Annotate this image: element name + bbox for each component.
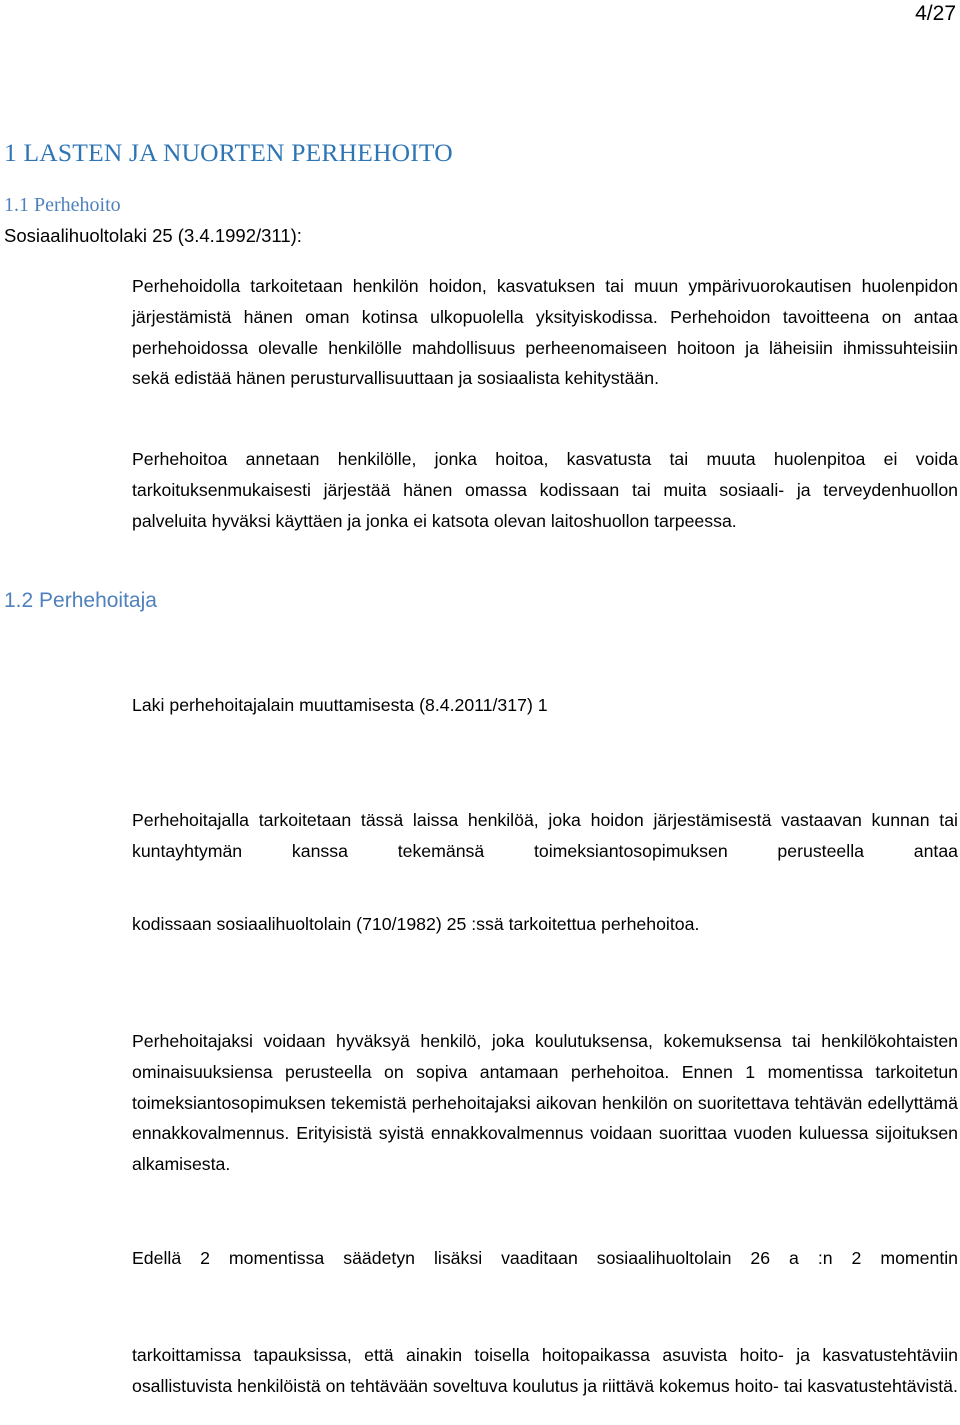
paragraph-perhehoitaja-definition-continued: kodissaan sosiaalihuoltolain (710/1982) 25 :ssä tarkoitettua perhehoitoa. [132,914,700,934]
law-reference-sosiaalihuoltolaki: Sosiaalihuoltolaki 25 (3.4.1992/311): [4,225,302,246]
paragraph-additional-requirements: Edellä 2 momentissa säädetyn lisäksi vaaditaan sosiaalihuoltolain 26 a :n 2 momentin [132,1248,958,1268]
paragraph-additional-requirements-continued: tarkoittamissa tapauksissa, että ainakin toisella hoitopaikassa asuvista hoito- ja kasvatustehtäviin osallistuvista henkilöistä on tehtävään soveltuva koulutus ja riittävä kokemus hoito- tai kasvatustehtävistä. [132,1345,958,1396]
paragraph-perhehoitaja-definition: Perhehoitajalla tarkoitetaan tässä laissa henkilöä, joka hoidon järjestämisestä vastaavan kunnan tai kuntayhtymän kanssa tekemänsä toimeksiantosopimuksen perusteella antaa [132,810,958,861]
paragraph-perhehoito-eligibility: Perhehoitoa annetaan henkilölle, jonka hoitoa, kasvatusta tai muuta huolenpitoa ei voida tarkoituksenmukaisesti järjestää hänen omassa kodissaan tai muita sosiaali- ja terveydenhuollon palveluita hyväksi käyttäen ja jonka ei katsota olevan laitoshuollon tarpeessa. [132,449,958,531]
chapter-heading: 1 LASTEN JA NUORTEN PERHEHOITO [4,138,453,167]
section-heading-perhehoito: 1.1 Perhehoito [4,194,121,216]
law-reference-perhehoitajalaki: Laki perhehoitajalain muuttamisesta (8.4.2011/317) 1 [132,695,548,715]
section-heading-perhehoitaja: 1.2 Perhehoitaja [4,589,157,612]
paragraph-perhehoito-definition: Perhehoidolla tarkoitetaan henkilön hoidon, kasvatuksen tai muun ympärivuorokautisen huolenpidon järjestämistä hänen oman kotinsa ulkopuolella yksityiskodissa. Perhehoidon tavoitteena on antaa perhehoidossa olevalle henkilölle mahdollisuus perheenomaiseen hoitoon ja läheisiin ihmissuhteisiin sekä edistää hänen perusturvallisuuttaan ja sosiaalista kehitystään. [132,276,958,389]
paragraph-perhehoitaja-approval: Perhehoitajaksi voidaan hyväksyä henkilö, joka koulutuksensa, kokemuksensa tai henkilökohtaisten ominaisuuksiensa perusteella on sopiva antamaan perhehoitoa. Ennen 1 momentissa tarkoitetun toimeksiantosopimuksen tekemistä perhehoitajaksi aikovan henkilön on suoritettava tehtävän edellyttämä ennakkovalmennus. Erityisistä syistä ennakkovalmennus voidaan suorittaa vuoden kuluessa sijoituksen alkamisesta. [132,1031,958,1175]
page-number: 4/27 [915,2,956,25]
